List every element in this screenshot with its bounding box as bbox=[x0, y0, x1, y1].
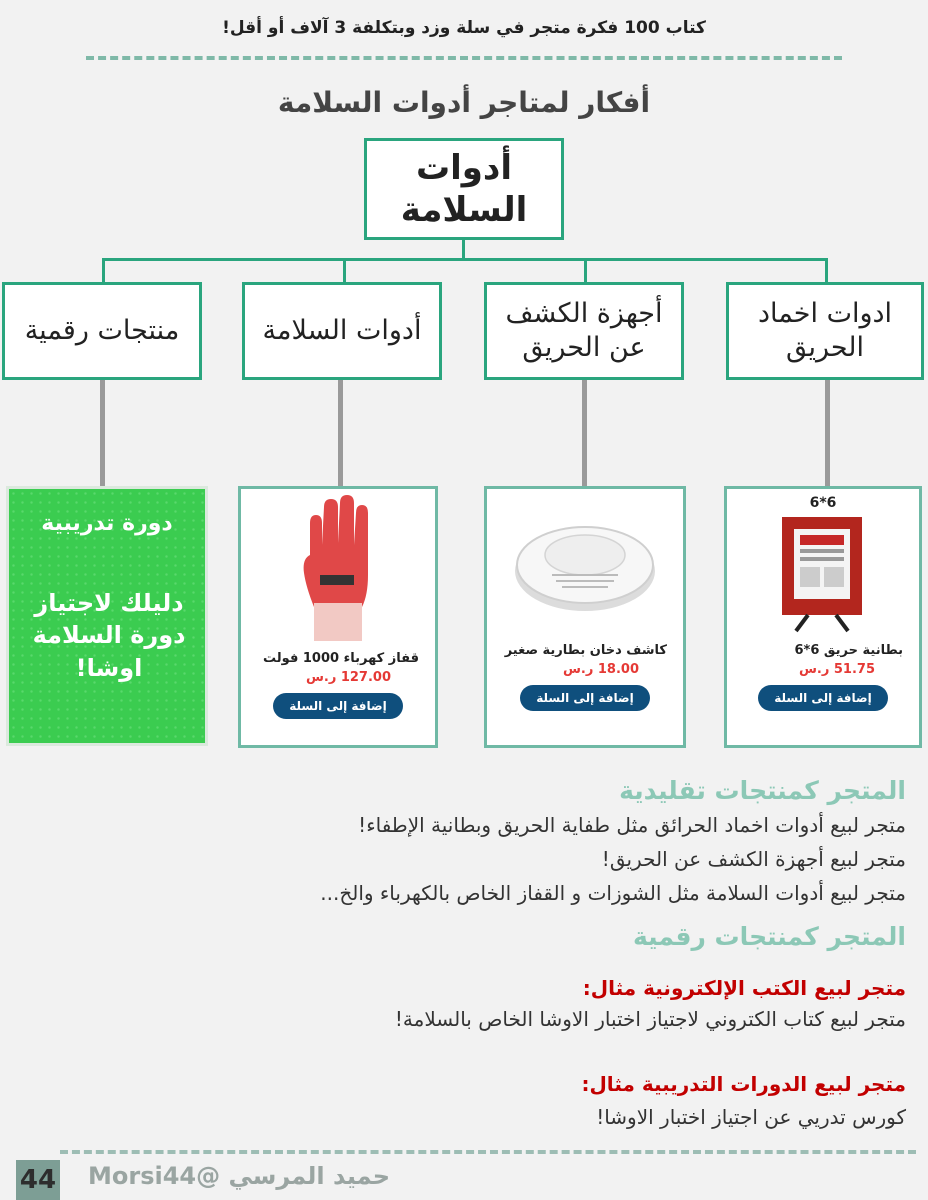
category-label: أجهزة الكشف عن الحريق bbox=[505, 298, 663, 363]
electric-glove-icon bbox=[298, 495, 378, 645]
category-fire-detection bbox=[484, 282, 684, 380]
branch-drop-4 bbox=[825, 258, 828, 282]
size-badge: 6*6 bbox=[809, 495, 837, 511]
product-price: 51.75 ر.س bbox=[798, 662, 875, 677]
traditional-line-3: متجر لبيع أدوات السلامة مثل الشوزات و القفاز الخاص بالكهرباء والخ... bbox=[320, 881, 906, 905]
branch-drop-2 bbox=[343, 258, 346, 282]
page-title: أفكار لمتاجر أدوات السلامة bbox=[277, 86, 651, 119]
card-connector-4 bbox=[100, 380, 105, 486]
digital-section-title: المتجر كمنتجات رقمية bbox=[632, 922, 906, 951]
traditional-line-2: متجر لبيع أجهزة الكشف عن الحريق! bbox=[601, 847, 906, 871]
footer-divider bbox=[60, 1150, 916, 1154]
course-line: كورس تدريي عن اجتياز اختبار الاوشا! bbox=[596, 1105, 906, 1129]
branch-line bbox=[102, 258, 828, 261]
category-digital-products bbox=[2, 282, 202, 380]
card-connector-2 bbox=[582, 380, 587, 486]
fire-blanket-icon bbox=[778, 515, 868, 633]
card-connector-1 bbox=[825, 380, 830, 486]
category-label: أدوات السلامة bbox=[262, 315, 422, 347]
product-card-smoke-detector[interactable] bbox=[484, 486, 686, 748]
product-card-electric-glove[interactable] bbox=[238, 486, 438, 748]
product-price: 18.00 ر.س bbox=[562, 662, 639, 677]
product-image bbox=[241, 489, 435, 651]
card-connector-3 bbox=[338, 380, 343, 486]
product-image bbox=[727, 489, 919, 639]
ebook-line: متجر لبيع كتاب الكتروني لاجتياز اختبار الاوشا الخاص بالسلامة! bbox=[394, 1007, 906, 1031]
footer-author: حميد المرسي @Morsi44 bbox=[88, 1162, 391, 1190]
add-to-cart-button[interactable]: إضافة إلى السلة bbox=[273, 693, 402, 719]
tree-root-label: أدوات السلامة bbox=[400, 147, 528, 230]
category-safety-tools bbox=[242, 282, 442, 380]
traditional-line-1: متجر لبيع أدوات اخماد الحرائق مثل طفاية الحريق وبطانية الإطفاء! bbox=[358, 813, 906, 837]
header-divider bbox=[86, 56, 842, 60]
category-fire-suppression bbox=[726, 282, 924, 380]
branch-drop-1 bbox=[102, 258, 105, 282]
digital-card-title: دورة تدريبية bbox=[41, 511, 173, 536]
book-header: كتاب 100 فكرة متجر في سلة وزد وبتكلفة 3 آلاف أو أقل! bbox=[222, 18, 706, 38]
tree-root-box bbox=[364, 138, 564, 240]
product-price: 127.00 ر.س bbox=[305, 670, 391, 685]
smoke-detector-icon bbox=[510, 509, 660, 619]
traditional-section-title: المتجر كمنتجات تقليدية bbox=[619, 776, 906, 805]
product-name: بطانية حريق 6*6 bbox=[794, 643, 903, 658]
product-name: قفاز كهرباء 1000 فولت bbox=[263, 651, 419, 666]
digital-card-text: دليلك لاجتياز دورة السلامة اوشا! bbox=[32, 589, 186, 682]
root-connector bbox=[462, 240, 465, 260]
ebook-title: متجر لبيع الكتب الإلكترونية مثال: bbox=[582, 976, 906, 1000]
product-image bbox=[487, 489, 683, 639]
category-label: منتجات رقمية bbox=[24, 315, 180, 347]
category-label: ادوات اخماد الحريق bbox=[757, 298, 893, 363]
add-to-cart-button[interactable]: إضافة إلى السلة bbox=[758, 685, 887, 711]
course-title: متجر لبيع الدورات التدريبية مثال: bbox=[581, 1072, 906, 1096]
product-card-fire-blanket[interactable] bbox=[724, 486, 922, 748]
page-number: 44 bbox=[16, 1160, 60, 1200]
product-name: كاشف دخان بطارية صغير bbox=[504, 643, 667, 658]
branch-drop-3 bbox=[584, 258, 587, 282]
digital-course-card bbox=[6, 486, 208, 746]
add-to-cart-button[interactable]: إضافة إلى السلة bbox=[520, 685, 649, 711]
